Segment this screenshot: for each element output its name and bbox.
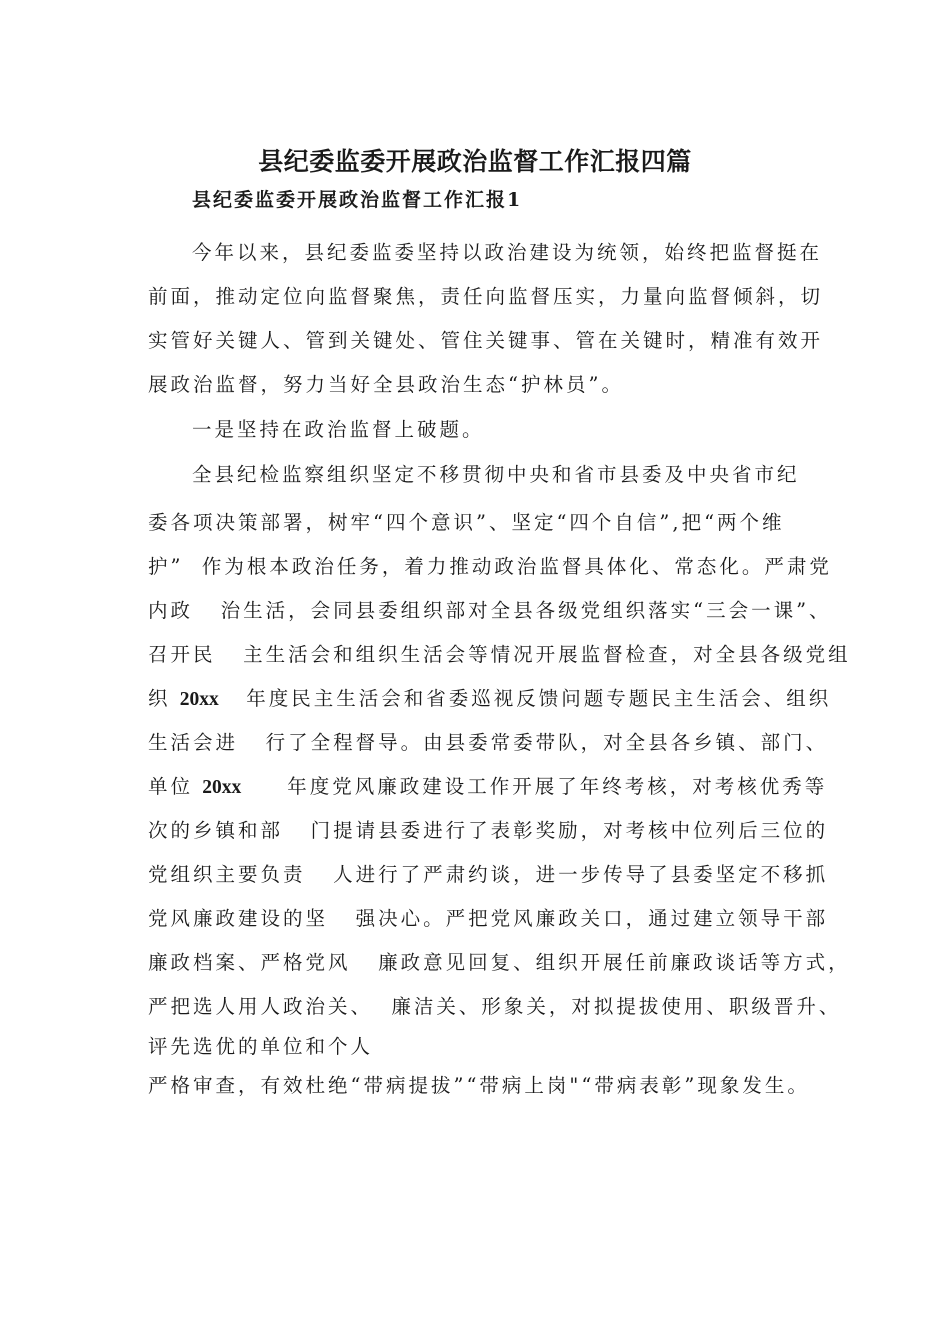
body-line: 生活会进 行了全程督导。由县委常委带队，对全县各乡镇、部门、: [148, 731, 829, 754]
body-line: 党组织主要负责 人进行了严肃约谈，进一步传导了县委坚定不移抓: [148, 863, 829, 886]
body-line-text: 年度民主生活会和省委巡视反馈问题专题民主生活会、组织: [218, 687, 832, 710]
body-line: 委各项决策部署，树牢“四个意识”、坚定“四个自信”,把“两个维: [148, 511, 785, 534]
body-line: 展政治监督，努力当好全县政治生态“护林员”。: [148, 373, 624, 396]
body-line: 次的乡镇和部 门提请县委进行了表彰奖励，对考核中位列后三位的: [148, 819, 829, 842]
body-line: 前面，推动定位向监督聚焦，责任向监督压实，力量向监督倾斜，切: [148, 285, 824, 308]
body-line-text: 单位: [148, 775, 203, 798]
body-line: 实管好关键人、管到关键处、管住关键事、管在关键时，精准有效开: [148, 329, 824, 352]
section-heading: 一是坚持在政治监督上破题。: [192, 418, 485, 441]
document-subtitle: 县纪委监委开展政治监督工作汇报1: [192, 189, 523, 211]
body-line: 严把选人用人政治关、 廉洁关、形象关，对拟提拔使用、职级晋升、: [148, 995, 842, 1018]
body-line: 全县纪检监察组织坚定不移贯彻中央和省市县委及中央省市纪: [192, 463, 800, 486]
body-line-text: 织: [148, 687, 180, 710]
body-line-text: 年度党风廉政建设工作开展了年终考核，对考核优秀等: [241, 775, 828, 798]
body-line: 党风廉政建设的坚 强决心。严把党风廉政关口，通过建立领导干部: [148, 907, 829, 930]
year-number: 20xx: [202, 777, 242, 798]
document-title: 县纪委监委开展政治监督工作汇报四篇: [258, 147, 692, 176]
body-line: [148, 777, 827, 798]
body-line: 召开民 主生活会和组织生活会等情况开展监督检查，对全县各级党组: [148, 643, 851, 666]
body-line: [148, 689, 831, 710]
body-line: 护” 作为根本政治任务，着力推动政治监督具体化、常态化。严肃党: [148, 555, 832, 578]
body-line: 廉政档案、严格党风 廉政意见回复、组织开展任前廉政谈话等方式，: [148, 951, 851, 974]
body-line: 严格审查，有效杜绝“带病提拔”“带病上岗"“带病表彰”现象发生。: [148, 1074, 810, 1097]
body-line: 内政 治生活，会同县委组织部对全县各级党组织落实“三会一课”、: [148, 599, 832, 622]
body-line: 今年以来，县纪委监委坚持以政治建设为统领，始终把监督挺在: [192, 241, 823, 264]
body-line: 评先选优的单位和个人: [148, 1035, 374, 1058]
year-number: 20xx: [179, 689, 219, 710]
